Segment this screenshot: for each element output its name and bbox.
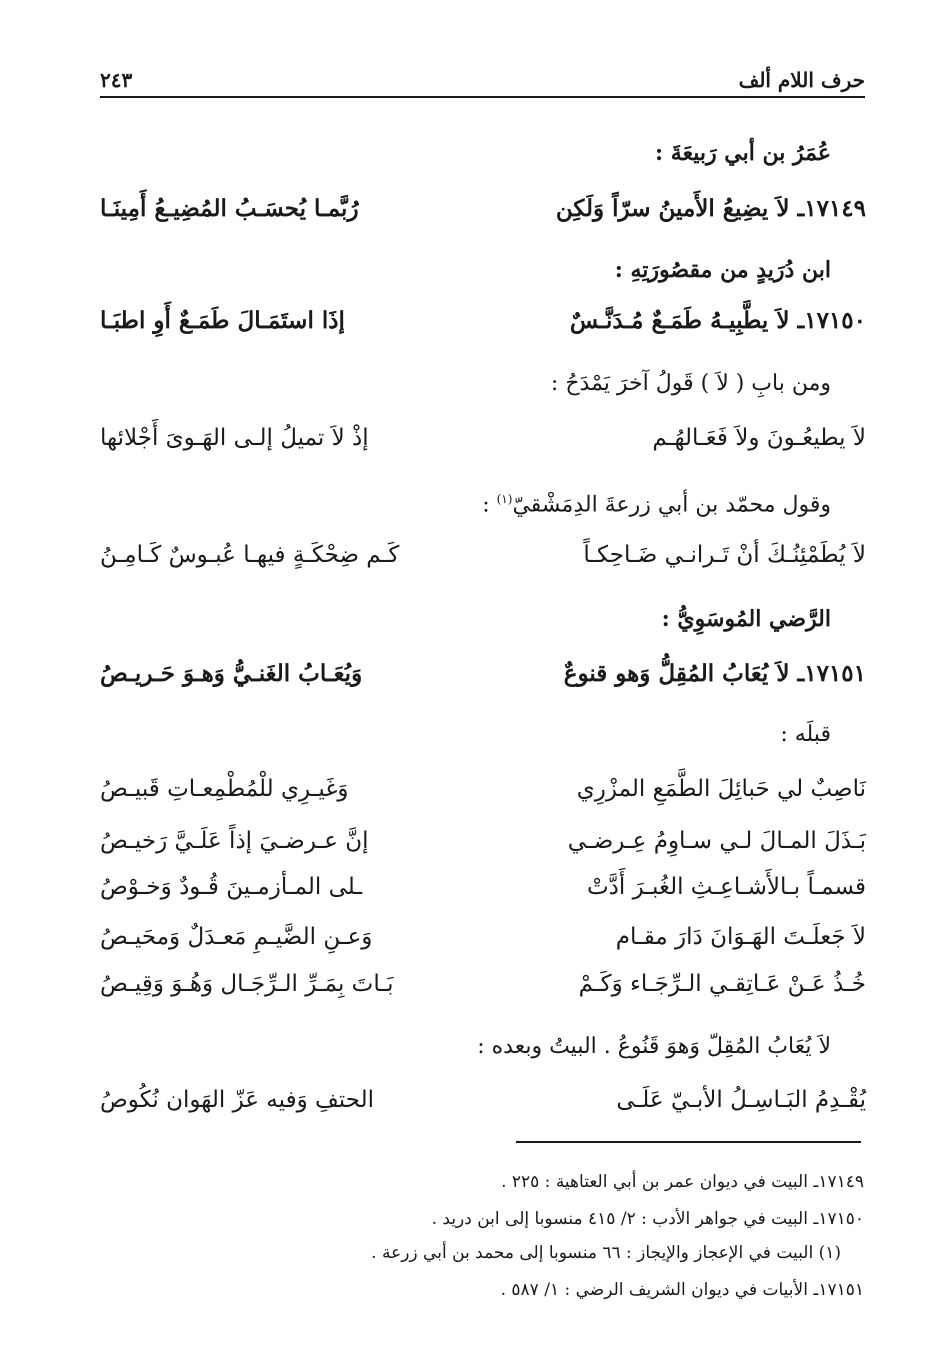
verse-right-hemistich: لاَ يُطَمْئِنُـكَ أنْ تَـرانـي ضَـاحِكـاً [583,542,866,568]
verse-right-hemistich: خُـذُ عَـنْ عَـاتِقـي الـرِّجَـاء وَكَـمْ [578,971,866,997]
section-title: حرف اللام ألف [738,68,865,92]
verse-right-hemistich [556,186,866,232]
stanza-verse [100,914,866,960]
header-divider [100,96,865,98]
verse-left-hemistich: ـلى المـأزمـينَ قُـودٌ وَخـوْصُ [100,874,363,900]
verse-number: ١٧١٥٠ـ [797,307,866,334]
intro-text: الرَّضي المُوسَوِيُّ : [661,606,831,632]
intro-text: وقول محمّد بن أبي زرعةَ الدِمَشْقيّ [512,492,831,518]
verse-left-hemistich: رُبَّمـا يُحسَـبُ المُضِيـعُ أَمِينَـا [100,195,359,222]
intro-text: قبلَه : [780,722,831,747]
stanza-verse [100,818,866,864]
page-header [100,52,865,92]
hemistich-text: لاَ يضِيعُ الأَمينُ سرّاً وَلَكِن [555,195,790,222]
verse-left-hemistich: إنَّ عـرضـيَ إذاً عَلَـيَّ رَخيـصُ [100,828,369,854]
verse-right-hemistich: قسمـاً بـالأَشـاعِـثِ الغُبـرَ أَدَّتْ [587,874,866,900]
poet-intro [100,1024,866,1070]
verse-17151 [100,651,866,697]
verse-number: ١٧١٥١ـ [797,660,866,687]
footnote: ١٧١٤٩ـ البيت في ديوان عمر بن أبي العتاهية : ٢٢٥ . [501,1172,864,1192]
intro-text: : [482,492,497,518]
poet-intro [100,596,866,642]
verse-left-hemistich: بَـاتَ بِمَـرِّ الـرِّجَـال وَهُـوَ وَقِيـصُ [100,971,394,997]
verse-left-hemistich: الحتفِ وَفيه عَزّ الهَوان نُكُوصُ [100,1087,374,1113]
verse [100,1077,866,1123]
verse-left-hemistich: وَعـنِ الضَّيـمِ مَعـدَلٌ وَمحَيـصُ [100,924,373,950]
footnote-ref: (١) [496,492,513,506]
footnote: ١٧١٥٠ـ البيت في جواهر الأدب : ٢/ ٤١٥ منسوبا إلى ابن دريد . [431,1209,864,1229]
verse-right-hemistich: لاَ يطيعُـونَ ولاَ فَعَـالهُـم [652,425,866,451]
stanza-verse [100,766,866,812]
verse-left-hemistich: كَـم ضِحْكَـةٍ فيهـا عُبـوسٌ كَـامِـنُ [100,542,400,568]
stanza-verse [100,864,866,910]
poet-intro [100,361,866,407]
poet-intro [100,476,866,522]
footnote-divider [516,1141,861,1143]
verse-right-hemistich: لاَ جَعلَـتَ الهَـوَانَ دَارَ مقـام [615,924,866,950]
verse-left-hemistich: إذَا استَمَـالَ طَمَـعٌ أَوِ اطبَـا [100,307,345,334]
poet-intro [100,130,866,176]
footnote: (١) البيت في الإعجاز والإيجاز : ٦٦ منسوبا إلى محمد بن أبي زرعة . [371,1243,841,1263]
hemistich-text: لاَ يُعَابُ المُقِلُّ وَهو قنوعٌ [563,660,790,687]
poet-intro [100,712,866,758]
verse-17149 [100,186,866,232]
intro-text: ابن دُرَيدٍ من مقصُورَتِهِ : [614,257,831,283]
verse-left-hemistich: إذْ لاَ تميلُ إلـى الهَـوىَ أَجْلائها [100,425,369,451]
verse-right-hemistich: نَاصِبٌ لي حَبائِلَ الطَّمَعِ المزْرِي [576,776,866,802]
page-number: ٢٤٣ [100,68,133,92]
verse-right-hemistich: بَـذَلَ المـالَ لـي سـاوِمُ عِـرضـي [567,828,866,854]
verse [100,415,866,461]
stanza-verse [100,961,866,1007]
verse-left-hemistich: وَيُعَـابُ الغَنـيُّ وَهـوَ حَـريـصُ [100,660,363,687]
verse-17150 [100,298,866,344]
verse-right-hemistich [570,298,866,344]
footnote: ١٧١٥١ـ الأبيات في ديوان الشريف الرضي : ١/ ٥٨٧ . [500,1280,864,1300]
verse-right-hemistich: يُقْـدِمُ البَـاسِـلُ الأبـيّ عَلَـى [616,1087,866,1113]
verse-left-hemistich: وَغَيـرِي للْمُطْمِعـاتِ قَبيـصُ [100,776,349,802]
intro-text: عُمَرُ بن أبي رَبيعَةَ : [655,140,831,166]
intro-text: لاَ يُعَابُ المُقِلّ وَهوَ قَنُوعُ . البيتُ وبعده : [477,1034,831,1059]
verse-number: ١٧١٤٩ـ [797,195,866,222]
verse-right-hemistich [564,651,866,697]
poet-intro [100,247,866,293]
verse [100,532,866,578]
intro-text: ومن بابِ ( لاَ ) قَولُ آخرَ يَمْدَحُ : [550,371,831,396]
hemistich-text: لاَ يطَّبِيـهُ طَمَـعٌ مُـدَنَّـسٌ [569,307,790,334]
